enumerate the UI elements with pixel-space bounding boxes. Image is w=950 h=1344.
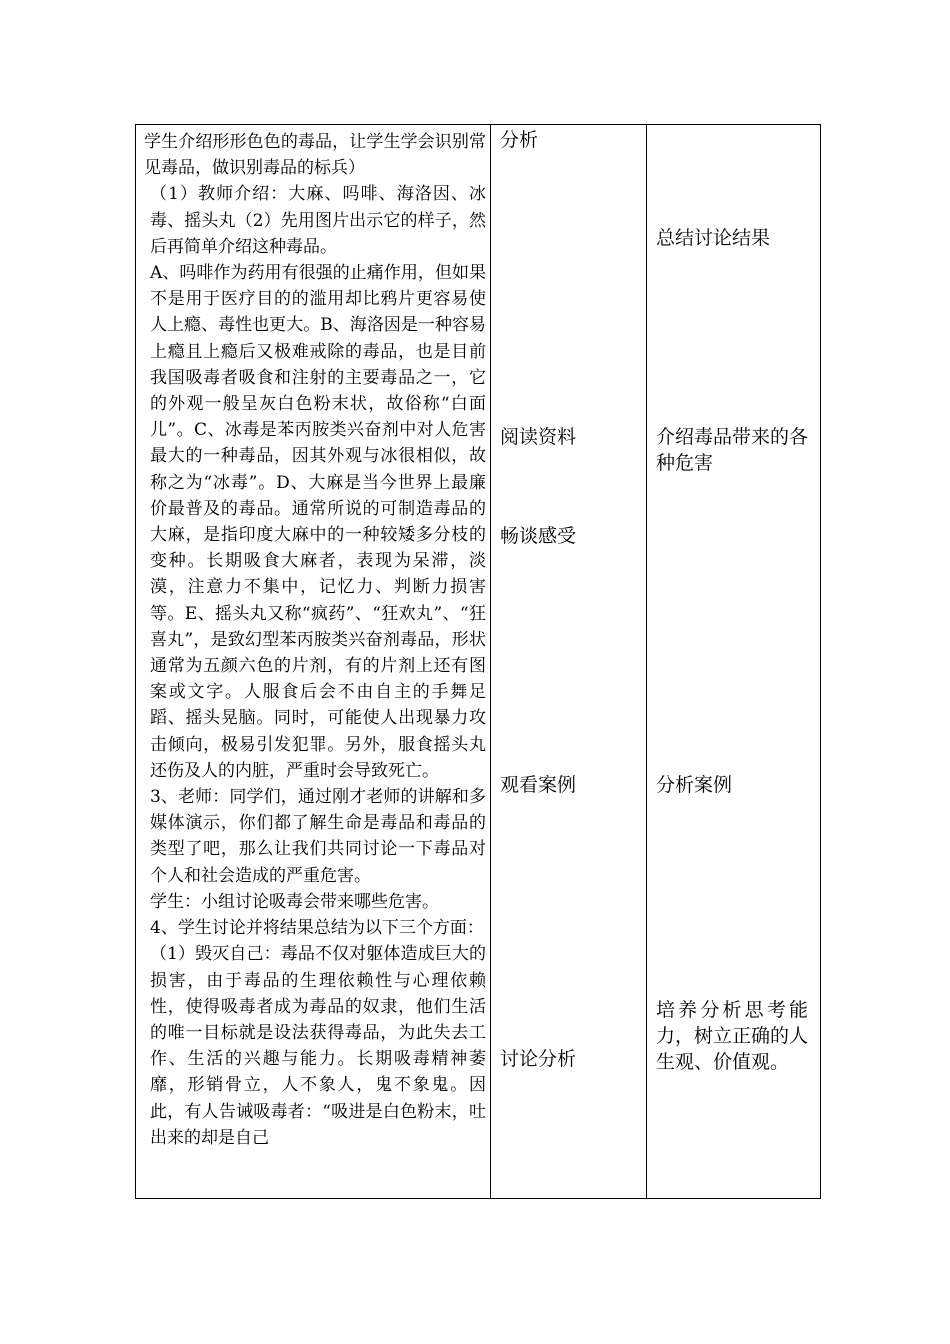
intent-values: 培养分析思考能力，树立正确的人生观、价值观。 bbox=[656, 999, 809, 1073]
student-activity-cell bbox=[491, 125, 647, 1199]
intent-summary: 总结讨论结果 bbox=[656, 227, 771, 249]
teaching-content-cell bbox=[136, 125, 491, 1199]
activity-analysis: 分析 bbox=[500, 129, 539, 151]
intent-case-analysis: 分析案例 bbox=[656, 774, 733, 796]
paragraph: 3、老师：同学们，通过刚才老师的讲解和多媒体演示，你们都了解生命是毒品和毒品的类型了吧，那么让我们共同讨论一下毒品对个人和社会造成的严重危害。 bbox=[150, 787, 486, 886]
paragraph: 学生介绍形形色色的毒品，让学生学会识别常见毒品，做识别毒品的标兵） bbox=[144, 132, 486, 179]
table-row bbox=[136, 125, 821, 1199]
paragraph: （1）毁灭自己：毒品不仅对躯体造成巨大的损害，由于毒品的生理依赖性与心理依赖性，使得吸毒者成为毒品的奴隶，他们生活的唯一目标就是设法获得毒品，为此失去工作、生活的兴趣与能力。长期吸毒精神萎靡，形销骨立，人不象人，鬼不象鬼。因此，有人告诫吸毒者：“吸进是白色粉末，吐出来的却是自己 bbox=[150, 944, 486, 1148]
activity-feelings: 畅谈感受 bbox=[500, 525, 577, 547]
paragraph: 4、学生讨论并将结果总结为以下三个方面： bbox=[150, 918, 484, 939]
activity-reading: 阅读资料 bbox=[500, 426, 577, 448]
paragraph: （1）教师介绍：大麻、吗啡、海洛因、冰毒、摇头丸（2）先用图片出示它的样子，然后再简单介绍这种毒品。 bbox=[150, 184, 486, 257]
design-intent-cell bbox=[647, 125, 821, 1199]
paragraph: A、吗啡作为药用有很强的止痛作用，但如果不是用于医疗目的的滥用却比鸦片更容易使人上瘾、毒性也更大。B、海洛因是一种容易上瘾且上瘾后又极难戒除的毒品，也是目前我国吸毒者吸食和注射的主要毒品之一，它的外观一般呈灰白色粉末状，故俗称“白面儿”。C、冰毒是苯丙胺类兴奋剂中对人危害最大的一种毒品，因其外观与冰很相似，故称之为“冰毒”。D、大麻是当今世界上最廉价最普及的毒品。通常所说的可制造毒品的大麻，是指印度大麻中的一种较矮多分枝的变种。长期吸食大麻者，表现为呆滞，淡漠，注意力不集中，记忆力、判断力损害等。E、摇头丸又称“疯药”、“狂欢丸”、“狂喜丸”，是致幻型苯丙胺类兴奋剂毒品，形状通常为五颜六色的片剂，有的片剂上还有图案或文字。人服食后会不由自主的手舞足蹈、摇头晃脑。同时，可能使人出现暴力攻击倾向，极易引发犯罪。另外，服食摇头丸还伤及人的内脏，严重时会导致死亡。 bbox=[150, 263, 486, 781]
intent-harms: 介绍毒品带来的各种危害 bbox=[656, 426, 809, 474]
activity-discuss: 讨论分析 bbox=[500, 1048, 577, 1070]
teaching-content-text bbox=[144, 129, 486, 1151]
lesson-table bbox=[135, 124, 821, 1199]
paragraph: 学生：小组讨论吸毒会带来哪些危害。 bbox=[150, 891, 439, 912]
activity-case: 观看案例 bbox=[500, 774, 577, 796]
